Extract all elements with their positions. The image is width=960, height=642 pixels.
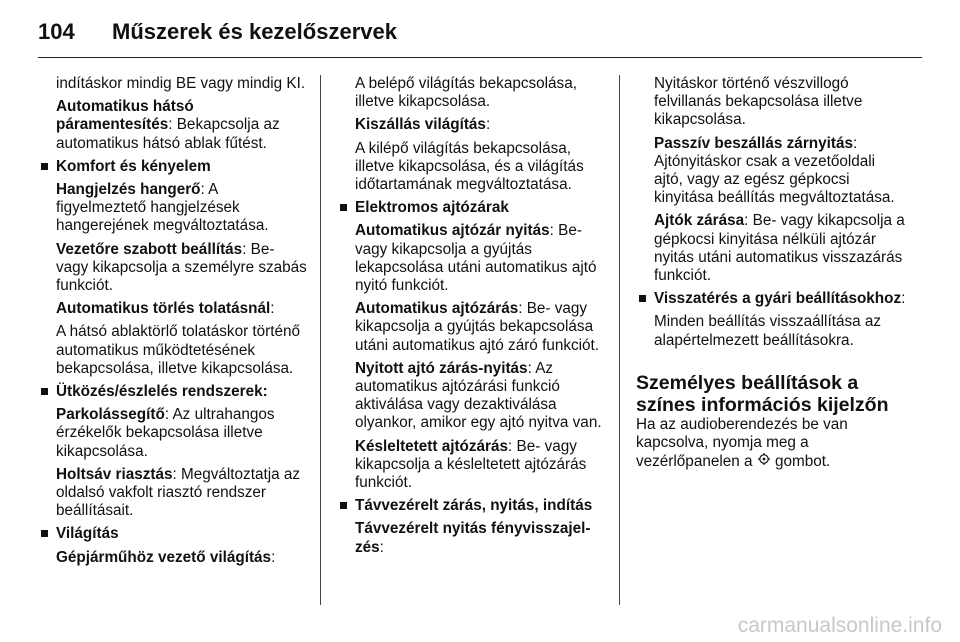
settings-button-icon — [757, 452, 771, 470]
term: Hangjelzés hangerő — [56, 181, 201, 199]
bullet-item: Komfort és kényelem — [38, 158, 310, 176]
paragraph: Késleltetett ajtózárás: Be- vagy kikapcsolja a késleltetett ajtózárás funkciót. — [355, 437, 587, 492]
header-rule — [38, 57, 922, 58]
bullet-square-icon — [41, 163, 48, 170]
watermark: carmanualsonline.info — [737, 614, 942, 637]
paragraph: Parkolássegítő: Az ultrahangos érzékelők bekapcsolása illetve kikapcsolása. — [56, 406, 275, 460]
paragraph: Ajtók zárása: Be- vagy kikapcsolja a gépkocsi kinyitása nélküli ajtózár nyitás utáni automatikus visszazárás funkciót. — [654, 212, 905, 285]
term: Automatikus ajtózár nyitás — [355, 222, 550, 240]
bullet-square-icon — [639, 295, 646, 302]
bullet-item: Visszatérés a gyári beállításokhoz: — [636, 290, 908, 308]
bullet-square-icon — [340, 502, 347, 509]
bullet-item: Ütközés/észlelés rendszerek: — [38, 383, 310, 401]
paragraph: Holtsáv riasztás: Megváltoztatja az oldalsó vakfolt riasztó rendszer beállításait. — [56, 465, 301, 520]
page-title: Műszerek és kezelőszervek — [112, 19, 397, 44]
paragraph: Ha az audioberendezés be van kapcsolva, nyomja meg a vezérlőpanelen a gombot. — [636, 415, 848, 471]
bullet-square-icon — [41, 388, 48, 395]
paragraph: Passzív beszállás zárnyitás: Ajtónyitáskor csak a vezetőoldali ajtó, vagy az egész gépkocsi kinyitása beállítás megváltoztatása. — [654, 134, 895, 207]
paragraph: A belépő világítás bekapcsolása, illetve kikapcsolása. — [355, 75, 577, 111]
paragraph: Minden beállítás visszaállítása az alapértelmezett beállításokra. — [654, 313, 882, 349]
bullet-item: Távvezérelt zárás, nyitás, indítás — [337, 497, 609, 515]
paragraph: Automatikus ajtózár nyitás: Be- vagy kikapcsolja a gyújtás lekapcsolása utáni automatikus ajtó nyitó funkciót. — [355, 222, 597, 295]
column-divider-1 — [320, 75, 321, 605]
paragraph: Kiszállás világítás: — [355, 116, 491, 134]
term: Kiszállás világítás — [355, 116, 486, 134]
paragraph: Távvezérelt nyitás fényvisszajel-zés: — [355, 520, 591, 556]
bullet-square-icon — [41, 530, 48, 537]
section-heading: Személyes beállítások a színes információs kijelzőn — [636, 371, 889, 416]
paragraph: Automatikus hátsó páramentesítés: Bekapcsolja az automatikus hátsó ablak fűtést. — [56, 98, 280, 152]
column-divider-2 — [619, 75, 620, 605]
term: Holtsáv riasztás — [56, 465, 173, 483]
term: Vezetőre szabott beállítás — [56, 240, 243, 258]
paragraph: Gépjárműhöz vezető világítás: — [56, 548, 276, 566]
paragraph: Nyitott ajtó zárás-nyitás: Az automatikus ajtózárási funkció aktiválása vagy dezaktiválása olyankor, amikor egy ajtó nyitva van. — [355, 359, 602, 432]
term: Távvezérelt nyitás fényvisszajel-zés — [355, 520, 591, 556]
paragraph: Automatikus ajtózárás: Be- vagy kikapcsolja a gyújtás bekapcsolása utáni automatikus ajtó záró funkciót. — [355, 300, 600, 354]
page-header — [38, 16, 397, 48]
term: Késleltetett ajtózárás — [355, 437, 509, 455]
paragraph: Nyitáskor történő vészvillogó felvillanás bekapcsolása illetve kikapcsolása. — [654, 75, 863, 129]
term: Nyitott ajtó zárás-nyitás — [355, 359, 528, 377]
term: Passzív beszállás zárnyitás — [654, 134, 853, 152]
bullet-item: Világítás — [38, 525, 310, 543]
paragraph: A hátsó ablaktörlő tolatáskor történő automatikus működtetésének bekapcsolása, illetve kikapcsolása. — [56, 323, 301, 377]
column-1 — [38, 75, 310, 572]
term: Gépjárműhöz vezető világítás — [56, 548, 272, 566]
term: Automatikus ajtózárás — [355, 300, 519, 318]
paragraph: Vezetőre szabott beállítás: Be- vagy kikapcsolja a személyre szabás funkciót. — [56, 240, 307, 295]
page-number: 104 — [38, 19, 75, 44]
term: Ajtók zárása — [654, 212, 745, 230]
column-3 — [636, 75, 908, 471]
column-2 — [337, 75, 609, 562]
term: Automatikus hátsó páramentesítés — [56, 98, 194, 134]
term: Automatikus törlés tolatásnál — [56, 300, 271, 318]
paragraph: indításkor mindig BE vagy mindig KI. — [56, 75, 306, 92]
paragraph: A kilépő világítás bekapcsolása, illetve kikapcsolása, és a világítás időtartamának megváltoztatása. — [355, 139, 584, 194]
term: Parkolássegítő — [56, 406, 165, 424]
paragraph: Automatikus törlés tolatásnál: — [56, 300, 275, 318]
paragraph: Hangjelzés hangerő: A figyelmeztető hangjelzések hangerejének megváltoztatása. — [56, 181, 269, 235]
bullet-square-icon — [340, 204, 347, 211]
bullet-item: Elektromos ajtózárak — [337, 199, 609, 217]
